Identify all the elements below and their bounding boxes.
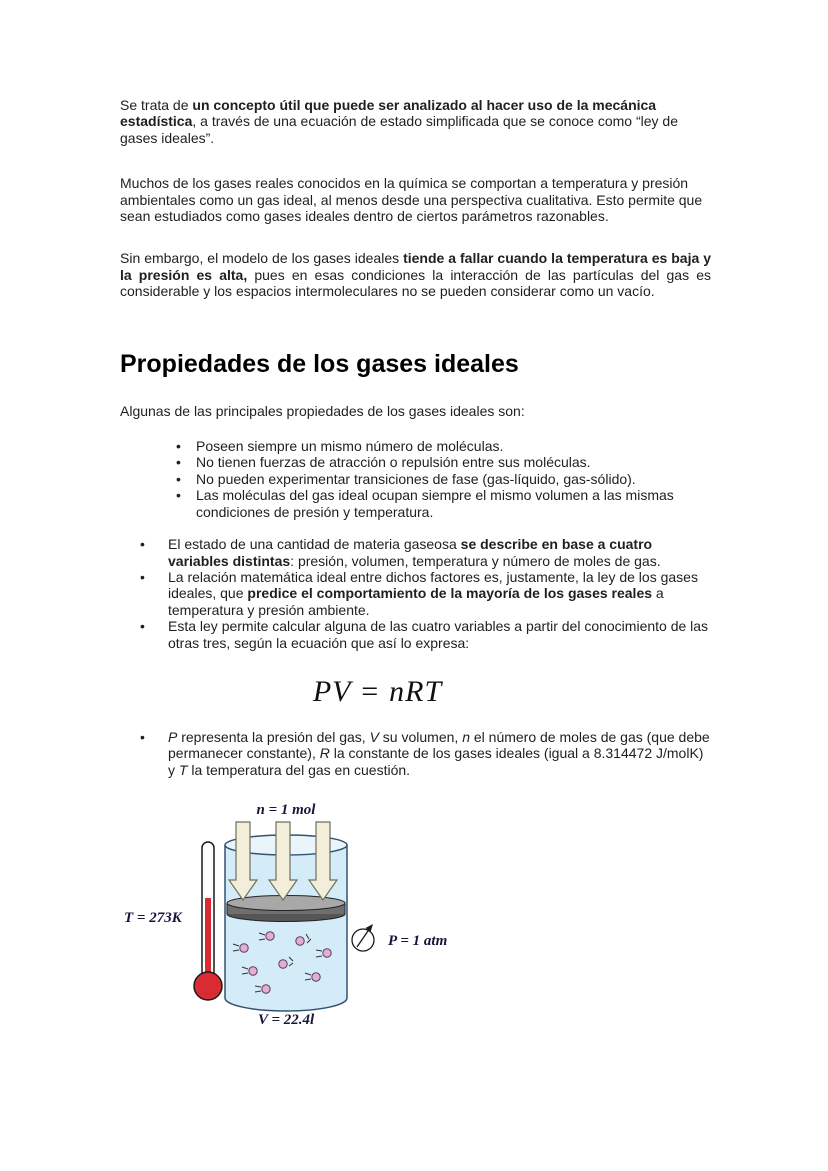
paragraph-model-limits: Sin embargo, el modelo de los gases ideales tiende a fallar cuando la temperatura es baja y la presión es alta, pues en esas condiciones la interacción de las partículas del gas es considerable y los espacios intermoleculares no se pueden considerar como un vacío.: [120, 250, 712, 300]
list-item: [120, 618, 711, 651]
list-item-text: No pueden experimentar transiciones de fase (gas-líquido, gas-sólido).: [196, 470, 636, 487]
explanation-list: [120, 729, 711, 778]
list-item-text: Poseen siempre un mismo número de moléculas.: [196, 438, 504, 455]
list-item: [120, 729, 711, 778]
pressure-gauge-icon: [352, 924, 374, 951]
pressure-label: P = 1 atm: [388, 933, 448, 950]
list-item-text: No tienen fuerzas de atracción o repulsión entre sus moléculas.: [196, 454, 591, 471]
bullet-marker: •: [140, 728, 145, 745]
volume-label: V = 22.4l: [258, 1012, 315, 1029]
temperature-label: T = 273K: [124, 910, 182, 927]
bullet-marker: •: [176, 470, 181, 487]
properties-list: [120, 438, 711, 520]
variables-list: [120, 536, 711, 651]
list-item: [120, 569, 711, 618]
bullet-marker: •: [176, 487, 181, 504]
ideal-gas-diagram-svg: [120, 800, 465, 1037]
list-item: [120, 471, 711, 487]
paragraph-real-gases: Muchos de los gases reales conocidos en la química se comportan a temperatura y presión ambientales como un gas ideal, al menos desde una perspectiva cualitativa. Esto permite que sean estudiados como gases ideales dentro de ciertos parámetros razonables.: [120, 175, 703, 225]
list-item-text: Esta ley permite calcular alguna de las cuatro variables a partir del conocimiento de las otras tres, según la ecuación que así lo expresa:: [168, 618, 709, 651]
list-item: [120, 438, 711, 454]
bullet-marker: •: [140, 618, 145, 635]
list-item: [120, 487, 711, 520]
list-item-text: La relación matemática ideal entre dichos factores es, justamente, la ley de los gases ideales, que predice el comportamiento de la mayoría de los gases reales a temperatura y presión ambiente.: [168, 568, 698, 618]
list-item-text: P representa la presión del gas, V su volumen, n el número de moles de gas (que debe permanecer constante), R la constante de los gases ideales (igual a 8.314472 J/molK) y T la temperatura del gas en cuestión.: [168, 728, 710, 778]
bullet-marker: •: [140, 536, 145, 553]
list-item: [120, 536, 711, 569]
bullet-marker: •: [140, 568, 145, 585]
thermometer-icon: [194, 842, 222, 1000]
document-content: [120, 97, 711, 1042]
list-item-text: El estado de una cantidad de materia gaseosa se describe en base a cuatro variables distintas: presión, volumen, temperatura y número de moles de gas.: [168, 536, 661, 569]
piston: [227, 896, 345, 922]
gas-experiment-diagram: [120, 800, 711, 1042]
bullet-marker: •: [176, 438, 181, 455]
section-heading: Propiedades de los gases ideales: [120, 349, 519, 378]
list-intro: Algunas de las principales propiedades de los gases ideales son:: [120, 402, 525, 419]
paragraph-concept: Se trata de un concepto útil que puede ser analizado al hacer uso de la mecánica estadística, a través de una ecuación de estado simplificada que se conoce como “ley de gases ideales”.: [120, 97, 678, 146]
bullet-marker: •: [176, 454, 181, 471]
ideal-gas-equation: PV = nRT: [312, 674, 443, 708]
moles-label: n = 1 mol: [256, 802, 316, 819]
list-item: [120, 454, 711, 470]
list-item-text: Las moléculas del gas ideal ocupan siempre el mismo volumen a las mismas condiciones de presión y temperatura.: [196, 487, 674, 520]
